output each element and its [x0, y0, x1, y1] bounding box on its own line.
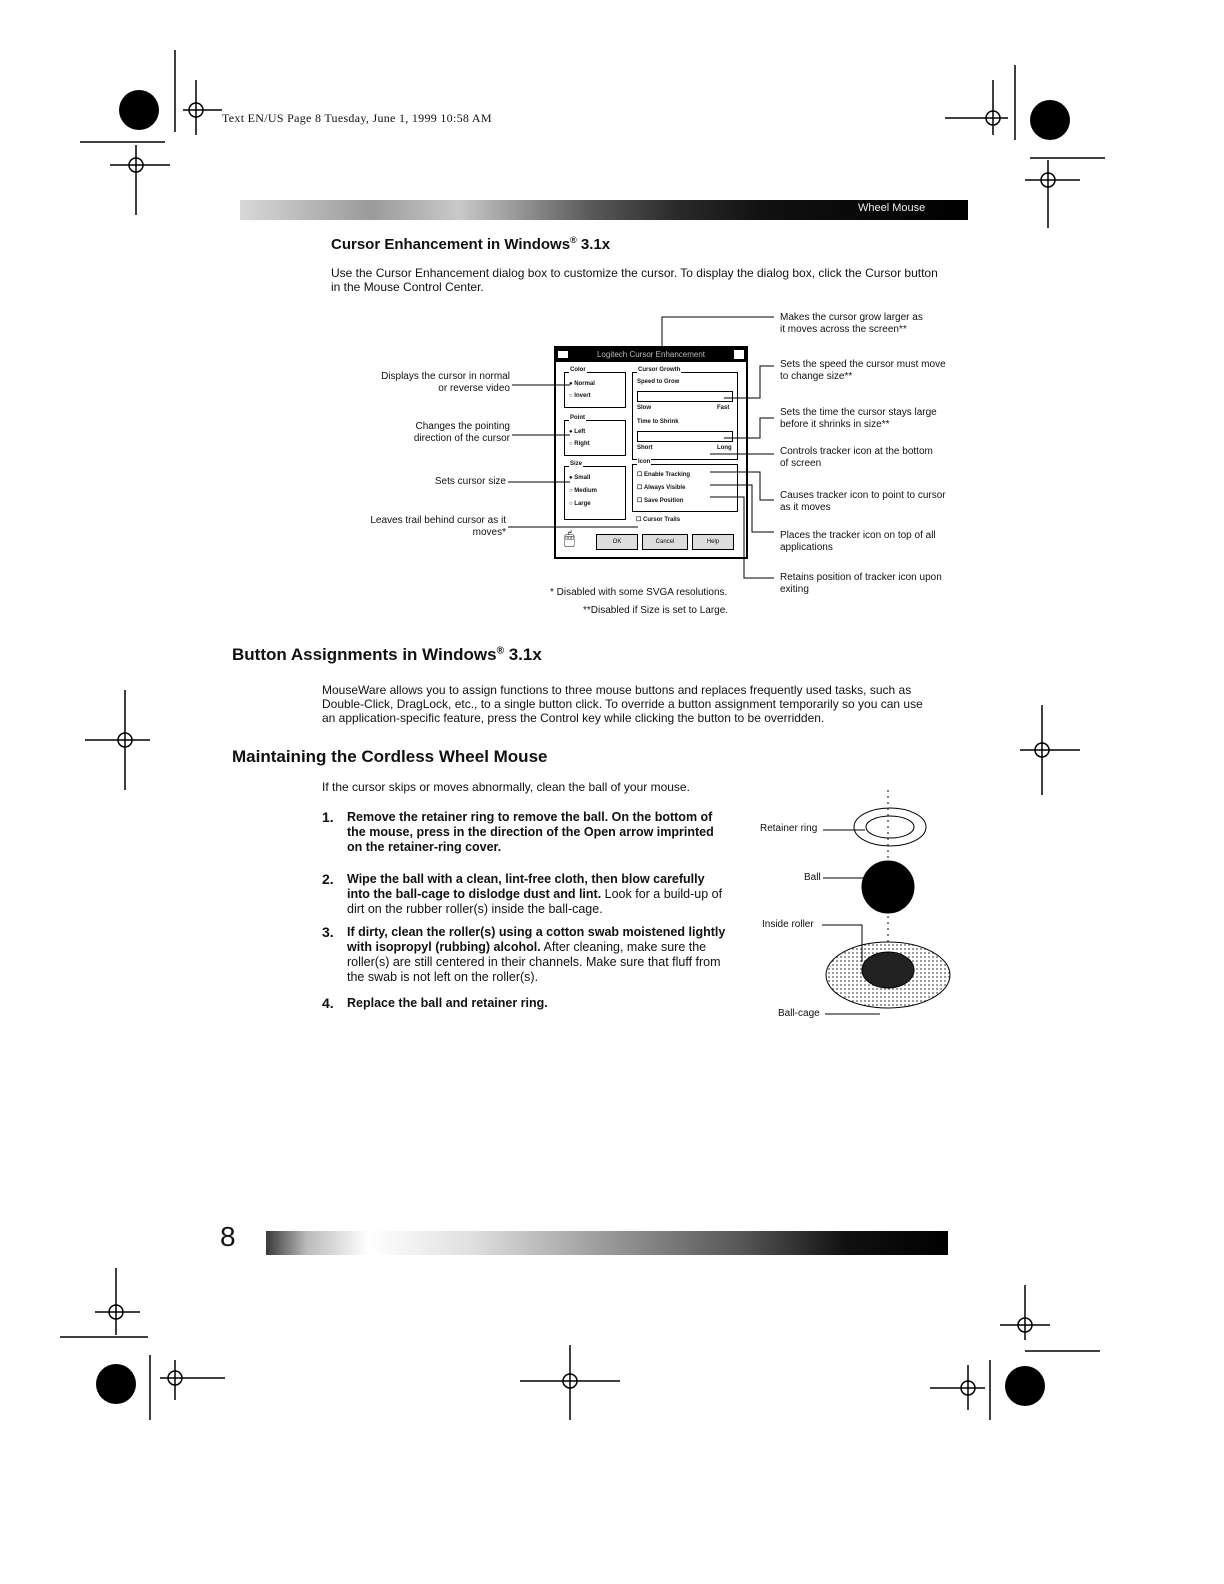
ok-button[interactable]: OK [596, 534, 638, 550]
size-medium-radio[interactable]: ○ Medium [569, 488, 597, 494]
point-right-radio[interactable]: ○ Right [569, 441, 590, 447]
label-ball-cage: Ball-cage [778, 1008, 820, 1019]
callout-color: Displays the cursor in normal or reverse video [381, 371, 510, 394]
section-buttons-body: MouseWare allows you to assign functions to three mouse buttons and replaces frequently used tasks, such as Double-Click, DragLock, etc., to a single button click. To override a button assignment temporarily so you can use an application-specific feature, press the Control key while clicking the button to be overridden. [322, 683, 923, 725]
footnote-1: * Disabled with some SVGA resolutions. [550, 587, 728, 598]
callout-always-visible: Places the tracker icon on top of all applications [780, 530, 936, 553]
footer-band [266, 1231, 948, 1255]
section-maintain-title: Maintaining the Cordless Wheel Mouse [232, 747, 548, 766]
dialog-titlebar: Logitech Cursor Enhancement [556, 348, 746, 362]
enable-tracking-checkbox[interactable]: ☐ Enable Tracking [637, 472, 691, 478]
callout-growth: Makes the cursor grow larger as it moves across the screen** [780, 312, 923, 335]
callout-point: Changes the pointing direction of the cursor [413, 421, 510, 444]
point-group: Point ● Left ○ Right [564, 420, 626, 456]
icon-group: Icon ☐ Enable Tracking ☐ Always Visible ☐ Save Position [632, 464, 738, 512]
callout-trails: Leaves trail behind cursor as it moves* [370, 515, 506, 538]
print-slug: Text EN/US Page 8 Tuesday, June 1, 1999 10:58 AM [222, 111, 492, 125]
callout-icon: Controls tracker icon at the bottom of screen [780, 446, 933, 469]
footnote-2: **Disabled if Size is set to Large. [583, 605, 729, 616]
callout-size: Sets cursor size [434, 476, 506, 487]
label-inside-roller: Inside roller [762, 919, 814, 930]
callout-save-position: Retains position of tracker icon upon exiting [780, 572, 942, 595]
always-visible-checkbox[interactable]: ☐ Always Visible [637, 485, 686, 491]
help-button[interactable]: Help [692, 534, 734, 550]
section-cursor-intro: Use the Cursor Enhancement dialog box to customize the cursor. To display the dialog box, click the Cursor button in the Mouse Control Center. [331, 266, 938, 294]
step-3: 3. If dirty, clean the roller(s) using a cotton swab moistened lightly with isopropyl (rubbing) alcohol. After cleaning, make sure the roller(s) are still centered in their channels. Make sure that fluff from the swab is not left on the roller(s). [322, 924, 726, 984]
section-buttons-title: Button Assignments in Windows® 3.1x [232, 645, 542, 664]
step-2: 2. Wipe the ball with a clean, lint-free cloth, then blow carefully into the ball-cage to dislodge dust and lint. Look for a build-up of dirt on the rubber roller(s) inside the ball-cage. [322, 871, 723, 916]
section-cursor-title: Cursor Enhancement in Windows® 3.1x [331, 235, 611, 253]
point-left-radio[interactable]: ● Left [569, 429, 586, 435]
label-retainer-ring: Retainer ring [760, 823, 818, 834]
cursor-growth-group: Cursor Growth Speed to Grow Slow Fast Time to Shrink Short Long [632, 372, 738, 460]
header-band-label: Wheel Mouse [858, 202, 926, 214]
step-1: 1. Remove the retainer ring to remove the ball. On the bottom of the mouse, press in the direction of the Open arrow imprinted on the retainer-ring cover. [322, 809, 714, 854]
cursor-trails-checkbox[interactable]: ☐ Cursor Trails [636, 517, 681, 523]
size-group: Size ● Small ○ Medium ○ Large [564, 466, 626, 520]
save-position-checkbox[interactable]: ☐ Save Position [637, 498, 684, 504]
size-large-radio[interactable]: ○ Large [569, 501, 591, 507]
callout-enable-tracking: Causes tracker icon to point to cursor as it moves [780, 490, 946, 513]
callout-shrink: Sets the time the cursor stays large before it shrinks in size** [780, 407, 937, 430]
logitech-mouse-icon: 🖱 [564, 528, 575, 548]
page-number: 8 [220, 1221, 236, 1252]
color-group: Color ● Normal ○ Invert [564, 372, 626, 408]
color-normal-radio[interactable]: ● Normal [569, 381, 595, 387]
label-ball: Ball [804, 872, 821, 883]
cancel-button[interactable]: Cancel [642, 534, 688, 550]
section-maintain-intro: If the cursor skips or moves abnormally, clean the ball of your mouse. [322, 780, 690, 794]
color-invert-radio[interactable]: ○ Invert [569, 393, 591, 399]
callout-speed: Sets the speed the cursor must move to change size** [780, 359, 946, 382]
step-4: 4. Replace the ball and retainer ring. [322, 995, 548, 1011]
size-small-radio[interactable]: ● Small [569, 475, 591, 481]
